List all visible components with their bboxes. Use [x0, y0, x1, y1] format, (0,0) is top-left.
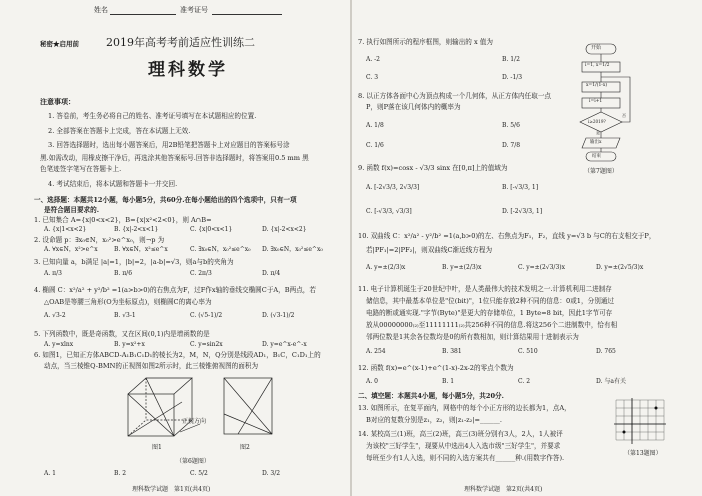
- q5-option-a: A. y=xlnx: [44, 341, 74, 348]
- q11-option-a: A. 254: [366, 348, 386, 355]
- note-2: 2. 全部答案在答题卡上完成，答在本试题上无效.: [48, 127, 191, 135]
- question-7: 7. 执行如图所示的程序框图，则输出的 x 值为: [358, 38, 493, 46]
- q10-option-d: D. y=±(2√5/3)x: [596, 264, 644, 271]
- flow-yes-label: 是: [596, 130, 600, 135]
- front-view-label: 正视方向: [182, 418, 207, 425]
- question-3: 3. 已知向量 a，b满足 |a|=1，|b|=2，|a-b|=√3，则a与b的夹角为: [34, 258, 234, 266]
- q8-option-c: C. 1/6: [366, 142, 384, 149]
- q9-option-c: C. [-√3/3, √3/3]: [366, 208, 412, 215]
- q2-option-c: C. ∃x₀∈N，x₀²≤e^x₀: [190, 246, 251, 253]
- q1-option-a: A. {x|1<x<2}: [44, 226, 87, 233]
- flow-start-text: 开始: [591, 45, 602, 51]
- q9-option-d: D. [-2√3/3, 1]: [502, 208, 543, 215]
- right-page: [352, 0, 702, 496]
- flow-output-text: 输出x: [590, 140, 602, 145]
- front-view-figure: [218, 374, 278, 440]
- question-11: 11. 电子计算机诞生于20世纪中叶，是人类最伟大的技术发明之一.计算机利用二进制存: [358, 285, 612, 293]
- q2-option-b: B. ∀x∈N，x²≤e^x: [114, 246, 168, 253]
- question-9: 9. 函数 f(x)=cosx - √3/3 sinx 在[0,π]上的值域为: [358, 164, 508, 172]
- note-3-cont: 黑.如需改动，用橡皮擦干净后，再选涂其他答案标号.回答非选择题时，将答案用0.5 mm 黑: [40, 154, 309, 162]
- front-view-line-2: [238, 378, 272, 434]
- q11-option-d: D. 765: [596, 348, 616, 355]
- q5-option-c: C. y=sin2x: [190, 341, 223, 348]
- q10-option-a: A. y=±(2/3)x: [366, 264, 406, 271]
- q9-option-b: B. [-√3/3, 1]: [502, 184, 539, 191]
- q13-figure-caption: （第13题图）: [624, 450, 662, 457]
- figure-6-caption: （第6题图）: [176, 458, 210, 465]
- cube-diagonal-1: [128, 394, 174, 436]
- question-1: 1. 已知集合 A={x|0<x<2}，B={x|x²<2<0}，则 A∩B=: [34, 216, 212, 224]
- question-4-cont: △OAB是等腰三角形(O为坐标原点)，则椭圆C的离心率为: [44, 298, 212, 306]
- flow-no-label: 否: [622, 113, 626, 118]
- flow-init-text: i=1, x=1/2: [585, 63, 610, 68]
- q6-option-b: B. 2: [114, 470, 127, 477]
- left-page: [0, 0, 350, 496]
- question-5: 5. 下列函数中，既是奇函数，又在区间(0,1)内是增函数的是: [34, 330, 210, 338]
- question-12: 12. 函数 f(x)=e^(x-1)+e^(1-x)-2x-2的零点个数为: [358, 364, 514, 372]
- q5-option-b: B. y=x²+x: [114, 341, 145, 348]
- q7-option-a: A. -2: [366, 56, 380, 63]
- left-footer: 理科数学试题 第1页(共4页): [132, 486, 211, 493]
- question-14: 14. 某校高三(1)班，高三(2)班，高三(3)班分别有3人，2人，1人被评: [358, 430, 563, 438]
- flow-end-text: 结束: [592, 154, 601, 159]
- q3-option-a: A. π/3: [44, 270, 62, 277]
- q8-option-a: A. 1/8: [366, 122, 384, 129]
- q12-option-d: D. 与a有关: [596, 378, 626, 385]
- section1-sub: 是符合题目要求的.: [44, 206, 100, 214]
- q4-option-d: D. (√3-1)/2: [262, 312, 295, 319]
- q3-option-b: B. π/6: [114, 270, 133, 277]
- q3-option-c: C. 2π/3: [190, 270, 212, 277]
- note-4: 4. 考试结束后，将本试题和答题卡一并交回.: [48, 180, 178, 188]
- q2-option-a: A. ∀x∈N，x²>e^x: [44, 246, 98, 253]
- question-10: 10. 双曲线 C：x²/a² - y²/b² =1(a,b>0)的左、右焦点为F₁，F₂，直线 y=√3 b 与C的右支相交于P，: [358, 232, 656, 240]
- question-10-cont: 若|PF₁|=2|PF₂|，则双曲线C渐近线方程为: [366, 246, 493, 254]
- subject-title: 理科数学: [148, 60, 228, 80]
- q12-option-b: B. 1: [442, 378, 455, 385]
- q12-option-c: C. 2: [518, 378, 531, 385]
- name-line: [110, 14, 176, 15]
- cube-diagonal-2: [146, 378, 174, 436]
- question-14-line-2: 为该校"三好学生"，现要从中选出4人入选市级"三好学生"，并要求: [366, 442, 561, 450]
- point-b: [623, 431, 626, 434]
- question-4: 4. 椭圆 C：x²/a² + y²/b² =1(a>b>0)的右焦点为F，过F作x轴的垂线交椭圆C于A，B两点，若: [34, 286, 316, 294]
- flow-update-x-text: x=1/(1-x): [586, 83, 608, 88]
- question-8: 8. 以正方体各面中心为顶点构成一个几何体，从正方体内任取一点: [358, 92, 552, 100]
- q4-option-c: C. (√5-1)/2: [190, 312, 223, 319]
- q6-option-c: C. 5/2: [190, 470, 208, 477]
- question-6: 6. 如图1，已知正方体ABCD-A₁B₁C₁D₁的棱长为2，M，N，Q分别是线段AD₁，B₁C，C₁D₁上的: [34, 351, 321, 359]
- question-13: 13. 如图所示，在复平面内，网格中的每个小正方形的边长都为1，点A，: [358, 404, 571, 412]
- flow-decision-text: i≥2019?: [588, 119, 606, 124]
- note-1: 1. 答卷前，考生务必将自己的姓名、准考证号填写在本试题相应的位置.: [48, 112, 257, 120]
- q2-option-d: D. ∃x₀∈N，x₀²≤e^x₀: [262, 246, 323, 253]
- exam-title: 2019年高考考前适应性训练二: [106, 36, 255, 49]
- question-6-cont: 动点，当三棱锥Q-BMN的正视图如图2所示时，此三棱锥俯视图的面积为: [44, 362, 259, 370]
- ticket-label: 准考证号: [180, 6, 208, 14]
- question-13-cont: B对应的复数分别是z₁，z₂，则|z₁-z₂|=______.: [366, 416, 502, 424]
- question-14-line-3: 每班至少有1人入选，则不同的入选方案共有______种.(用数字作答).: [366, 454, 565, 462]
- question-11-line-4: 放从00000000₍₂₎至11111111₍₂₎共256种不同的信息.将这256个二进制数中，恰有相: [366, 321, 618, 329]
- q10-option-b: B. y=±(2/3)x: [442, 264, 482, 271]
- section2-title: 二、填空题：本题共4小题，每小题5分，共20分.: [358, 392, 504, 400]
- flow-update-i-text: i=i+1: [589, 99, 603, 104]
- q1-option-b: B. {x|-2<x<1}: [114, 226, 159, 233]
- figure-2-label: 图2: [240, 444, 250, 451]
- secret-label: 秘密★启用前: [40, 40, 79, 48]
- ticket-line: [212, 14, 282, 15]
- q4-option-a: A. √3-2: [44, 312, 66, 319]
- name-label: 姓名: [94, 6, 108, 14]
- figure-1-label: 图1: [152, 444, 162, 451]
- q8-option-d: D. 7/8: [502, 142, 521, 149]
- flow-end-shape: [586, 152, 616, 161]
- cube-top-face: [128, 378, 192, 394]
- q5-option-d: D. y=e^x-e^-x: [262, 341, 307, 348]
- question-11-line-2: 储信息，其中最基本单位是"位(bit)"，1位只能存放2种不同的信息：0或1，分别通过: [366, 297, 614, 305]
- question-8-cont: P，则P落在该几何体内的概率为: [366, 103, 461, 111]
- cube-figure: [120, 372, 212, 444]
- q12-option-a: A. 0: [366, 378, 378, 385]
- question-2: 2. 设命题 p：∃x₀∈N，x₀²>e^x₀，则¬p 为: [34, 236, 165, 244]
- section1-title: 一、选择题：本题共12小题，每小题5分，共60分.在每小题给出的四个选项中，只有一项: [34, 196, 297, 204]
- flowchart: [578, 42, 634, 162]
- q8-option-b: B. 5/6: [502, 122, 520, 129]
- point-a: [655, 407, 658, 410]
- q6-option-d: D. 3/2: [262, 470, 281, 477]
- cube-right-edge: [174, 378, 192, 436]
- note-3-cont2: 色笔迹签字笔写在答题卡上.: [40, 165, 122, 173]
- q10-option-c: C. y=±(2√3/3)x: [518, 264, 565, 271]
- q6-option-a: A. 1: [44, 470, 56, 477]
- q9-option-a: A. [-2√3/3, 2√3/3]: [366, 184, 420, 191]
- right-footer: 理科数学试题 第2页(共4页): [464, 486, 543, 493]
- q7-option-c: C. 3: [366, 74, 379, 81]
- question-11-line-5: 邻两位数是1其余各位数均是0的所有数相加，则计算结果用十进制表示为: [366, 333, 579, 341]
- q1-option-c: C. {x|0<x<1}: [190, 226, 233, 233]
- q1-option-d: D. {x|-2<x<2}: [262, 226, 307, 233]
- note-3: 3. 回答选择题时，选出每小题答案后，用2B铅笔把答题卡上对应题目的答案标号涂: [48, 141, 290, 149]
- flowchart-caption: （第7题图）: [584, 168, 618, 175]
- complex-plane-grid: [612, 396, 668, 448]
- front-view-line-1: [224, 378, 272, 434]
- notes-title: 注意事项：: [40, 97, 75, 106]
- q7-option-b: B. 1/2: [502, 56, 520, 63]
- question-11-line-3: 电路的断或通实现."字节(Byte)"是更大的存储单位，1 Byte=8 bit，因此1字节可存: [366, 309, 613, 317]
- q4-option-b: B. √3-1: [114, 312, 136, 319]
- q7-option-d: D. -1/3: [502, 74, 523, 81]
- q11-option-b: B. 381: [442, 348, 462, 355]
- q3-option-d: D. π/4: [262, 270, 281, 277]
- q11-option-c: C. 510: [518, 348, 538, 355]
